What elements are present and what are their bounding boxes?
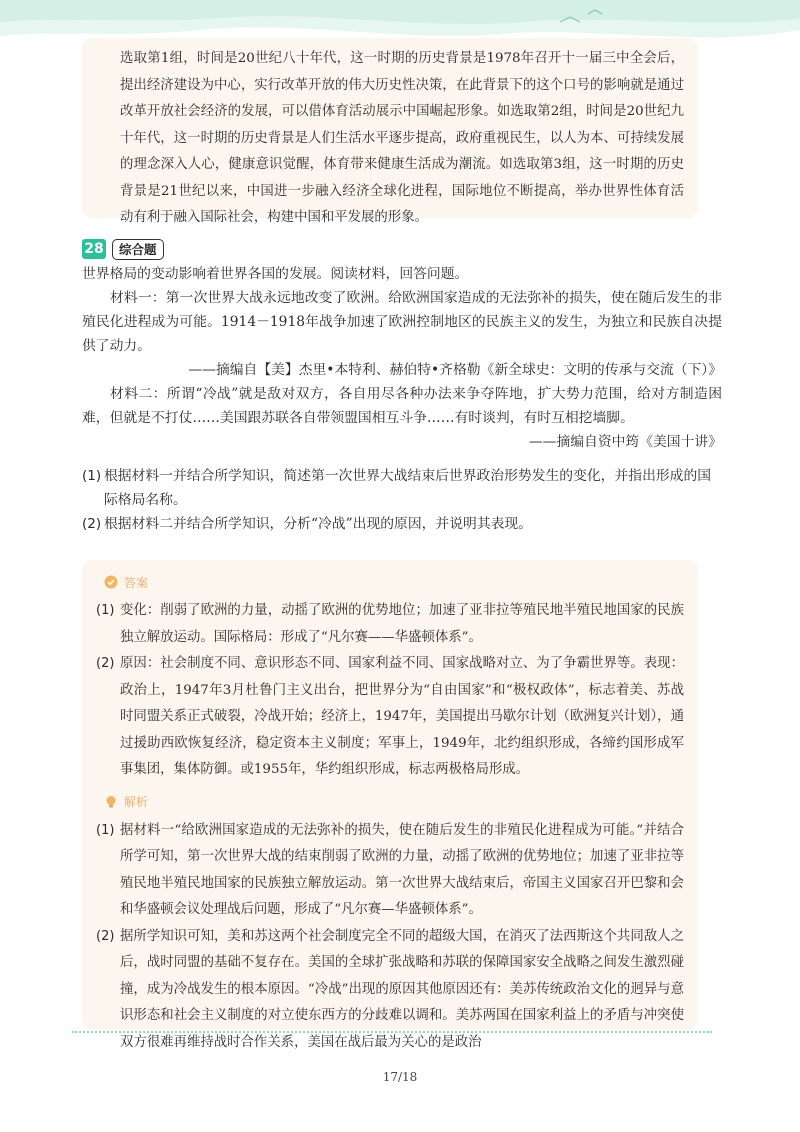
material-two-source: ——摘编自资中筠《美国十讲》	[528, 434, 722, 450]
material-two: 材料二：所谓“冷战”就是敌对双方，各自用尽各种办法来争夺阵地，扩大势力范围，给对方制造困难，但就是不打仗……美国跟苏联各自带领盟国相互斗争……有时谈判，有时互相挖墙脚。	[82, 386, 722, 426]
question-number: 28	[82, 239, 106, 259]
answer-item-2-text: 原因：社会制度不同、意识形态不同、国家利益不同、国家战略对立、为了争霸世界等。表现：政治上，1947年3月杜鲁门主义出台，把世界分为“自由国家”和“极权政体”，标志着美、苏战时同盟关系正式破裂，冷战开始；经济上，1947年，美国提出马歇尔计划（欧洲复兴计划），通过援助西欧恢复经济，稳定资本主义制度；军事上，1949年，北约组织形成，各缔约国形成军事集团，集体防御。或1955年，华约组织形成，标志两极格局形成。	[120, 656, 684, 777]
previous-answer-card	[82, 38, 698, 225]
explanation-item-2-number: (2)	[96, 928, 115, 944]
answer-label-row	[104, 572, 684, 592]
sub-question-1-number: (1)	[82, 468, 102, 484]
lightbulb-icon	[104, 795, 118, 809]
check-badge-icon	[104, 575, 118, 589]
question-body	[82, 262, 722, 536]
page-number: 17/18	[382, 1070, 418, 1084]
page-divider	[72, 1031, 712, 1033]
answer-label: 答案	[124, 575, 149, 590]
sub-question-1	[82, 464, 722, 512]
sub-question-1-text: 根据材料一并结合所学知识，简述第一次世界大战结束后世界政治形势发生的变化，并指出形成的国际格局名称。	[104, 468, 712, 508]
explanation-label: 解析	[124, 795, 149, 809]
answer-item-2	[96, 651, 684, 784]
answer-item-1	[96, 598, 684, 651]
question-type-tag: 综合题	[112, 239, 164, 260]
answer-item-2-number: (2)	[96, 656, 115, 671]
answer-card	[82, 560, 698, 1050]
explanation-item-1-text: 据材料一“给欧洲国家造成的无法弥补的损失，使在随后发生的非殖民化进程成为可能。”并结合所学可知，第一次世界大战的结束削弱了欧洲的力量，动摇了欧洲的优势地位；加速了亚非拉等殖民地半殖民地国家的民族独立解放运动。第一次世界大战结束后，帝国主义国家召开巴黎和会和华盛顿会议处理战后问题，形成了“凡尔赛—华盛顿体系”。	[120, 822, 684, 917]
question-header	[82, 238, 164, 260]
answer-item-1-text: 变化：削弱了欧洲的力量，动摇了欧洲的优势地位；加速了亚非拉等殖民地半殖民地国家的民族独立解放运动。国际格局：形成了“凡尔赛——华盛顿体系”。	[120, 603, 684, 645]
sub-question-2-text: 根据材料二并结合所学知识，分析“冷战”出现的原因，并说明其表现。	[104, 516, 533, 532]
explanation-item-1	[96, 818, 684, 924]
sub-question-2-number: (2)	[82, 516, 102, 532]
explanation-item-2-text: 据所学知识可知，美和苏这两个社会制度完全不同的超级大国，在消灭了法西斯这个共同敌人之后，战时同盟的基础不复存在。美国的全球扩张战略和苏联的保障国家安全战略之间发生激烈碰撞，成为冷战发生的根本原因。“冷战”出现的原因其他原因还有：美苏传统政治文化的迥异与意识形态和社会主义制度的对立使东西方的分歧难以调和。美苏两国在国家利益上的矛盾与冲突使双方很难再维持战时合作关系，美国在战后最为关心的是政治	[120, 928, 684, 1050]
explanation-item-1-number: (1)	[96, 822, 115, 838]
answer-item-1-number: (1)	[96, 603, 115, 618]
question-intro: 世界格局的变动影响着世界各国的发展。阅读材料，回答问题。	[82, 266, 469, 282]
material-one-source: ——摘编自【美】杰里•本特利、赫伯特•齐格勒《新全球史：文明的传承与交流（下）》	[188, 362, 722, 378]
sub-question-2	[82, 512, 722, 536]
material-one: 材料一：第一次世界大战永远地改变了欧洲。给欧洲国家造成的无法弥补的损失，使在随后发生的非殖民化进程成为可能。1914－1918年战争加速了欧洲控制地区的民族主义的发生，为独立和民族自决提供了动力。	[82, 290, 722, 354]
explanation-item-2	[96, 924, 684, 1057]
previous-answer-text: 选取第1组，时间是20世纪八十年代，这一时期的历史背景是1978年召开十一届三中全会后，提出经济建设为中心，实行改革开放的伟大历史性决策，在此背景下的这个口号的影响就是通过改革开放社会经济的发展，可以借体育活动展示中国崛起形象。如选取第2组，时间是20世纪九十年代，这一时期的历史背景是人们生活水平逐步提高，政府重视民生，以人为本、可持续发展的理念深入人心，健康意识觉醒，体育带来健康生活成为潮流。如选取第3组，这一时期的历史背景是21世纪以来，中国进一步融入经济全球化进程，国际地位不断提高，举办世界性体育活动有利于融入国际社会，构建中国和平发展的形象。	[120, 51, 684, 225]
explanation-label-row	[104, 792, 684, 812]
